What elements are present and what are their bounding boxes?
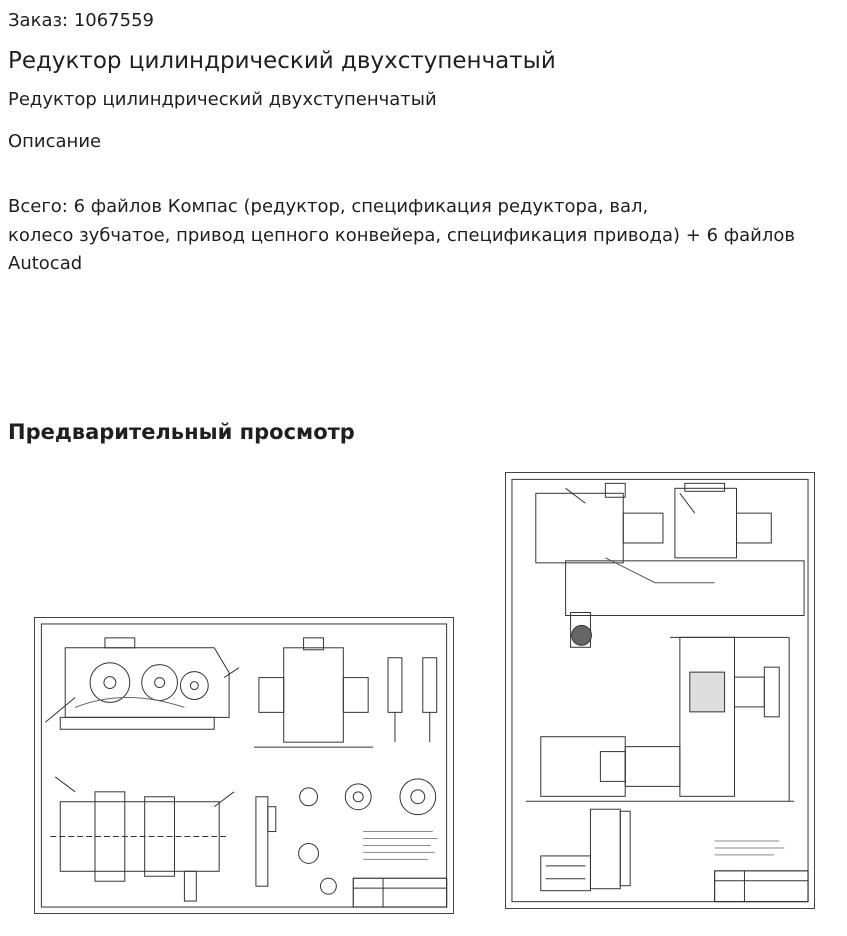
description-text xyxy=(8,193,844,279)
description-line: Всего: 6 файлов Компас (редуктор, спецификация редуктора, вал, xyxy=(8,196,649,217)
description-line: колесо зубчатое, привод цепного конвейера, спецификация привода) + 6 файлов xyxy=(8,224,795,246)
gearbox-drawing-thumbnail[interactable] xyxy=(34,617,454,914)
order-number: Заказ: 1067559 xyxy=(8,10,154,31)
description-heading: Описание xyxy=(8,131,102,152)
page-subtitle: Редуктор цилиндрический двухступенчатый xyxy=(8,89,437,110)
description-line: Autocad xyxy=(8,253,83,274)
conveyor-drive-drawing-image xyxy=(506,473,814,908)
conveyor-drive-drawing-thumbnail[interactable] xyxy=(505,472,815,909)
page-title: Редуктор цилиндрический двухступенчатый xyxy=(8,48,556,74)
gearbox-drawing-image xyxy=(35,618,453,913)
preview-heading: Предварительный просмотр xyxy=(8,420,355,444)
